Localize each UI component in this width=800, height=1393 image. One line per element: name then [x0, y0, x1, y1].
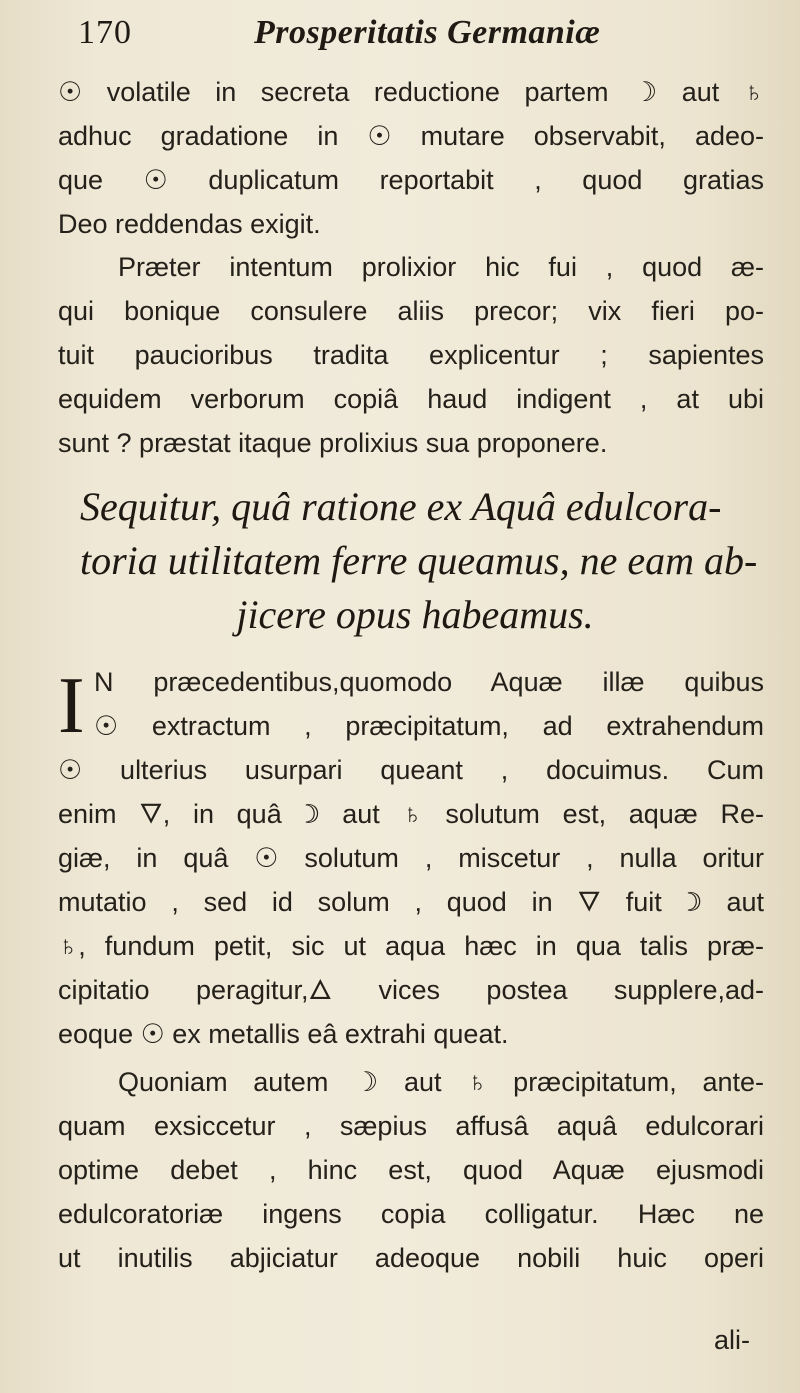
text-line: quam exsiccetur , sæpius affusâ aquâ edulcorari	[58, 1111, 764, 1141]
text-line: ☉ extractum , præcipitatum, ad extrahendum	[94, 711, 764, 741]
text-line: mutatio , sed id solum , quod in 🜄 fuit ☽ aut	[58, 887, 764, 917]
text-line: optime debet , hinc est, quod Aquæ ejusmodi	[58, 1155, 764, 1185]
text-line: N præcedentibus,quomodo Aquæ illæ quibus	[94, 667, 764, 697]
text-line: Deo reddendas exigit.	[58, 209, 321, 239]
heading-line: toria utilitatem ferre queamus, ne eam ab-	[80, 538, 758, 583]
paragraph-1	[58, 70, 764, 246]
text-line: cipitatio peragitur,🜂 vices postea supplere,ad-	[58, 975, 764, 1005]
page-number: 170	[78, 14, 132, 51]
dropcap-block	[58, 660, 764, 748]
text-line: ☉ volatile in secreta reductione partem ☽ aut ♄	[58, 77, 764, 107]
running-title: Prosperitatis Germaniæ	[254, 14, 601, 51]
text-line: ♄, fundum petit, sic ut aqua hæc in qua talis præ-	[58, 931, 764, 961]
paragraph-2	[58, 245, 764, 465]
catchword: ali-	[713, 1325, 750, 1355]
paragraph-3	[58, 660, 764, 1056]
heading-line: Sequitur, quâ ratione ex Aquâ edulcora-	[80, 484, 722, 529]
text-line: ☉ ulterius usurpari queant , docuimus. Cum	[58, 755, 764, 785]
drop-capital: I	[58, 662, 85, 750]
page-header	[78, 14, 718, 58]
text-line: giæ, in quâ ☉ solutum , miscetur , nulla oritur	[58, 843, 764, 873]
text-line: adhuc gradatione in ☉ mutare observabit, adeo-	[58, 121, 764, 151]
text-line: que ☉ duplicatum reportabit , quod gratias	[58, 165, 764, 195]
text-line: edulcoratoriæ ingens copia colligatur. Hæc ne	[58, 1199, 764, 1229]
paragraph-4	[58, 1060, 764, 1280]
text-line: enim 🜄, in quâ ☽ aut ♄ solutum est, aquæ Re-	[58, 799, 764, 829]
heading-line: jicere opus habeamus.	[236, 592, 594, 637]
text-line: Præter intentum prolixior hic fui , quod æ-	[118, 252, 764, 282]
text-line: qui bonique consulere aliis precor; vix fieri po-	[58, 296, 764, 326]
text-line: eoque ☉ ex metallis eâ extrahi queat.	[58, 1019, 509, 1049]
text-line: ut inutilis abjiciatur adeoque nobili huic operi	[58, 1243, 764, 1273]
text-line: Quoniam autem ☽ aut ♄ præcipitatum, ante-	[118, 1067, 764, 1097]
text-line: equidem verborum copiâ haud indigent , at ubi	[58, 384, 764, 414]
text-line: tuit paucioribus tradita explicentur ; sapientes	[58, 340, 764, 370]
section-heading	[80, 480, 758, 642]
text-line: sunt ? præstat itaque prolixius sua proponere.	[58, 428, 608, 458]
